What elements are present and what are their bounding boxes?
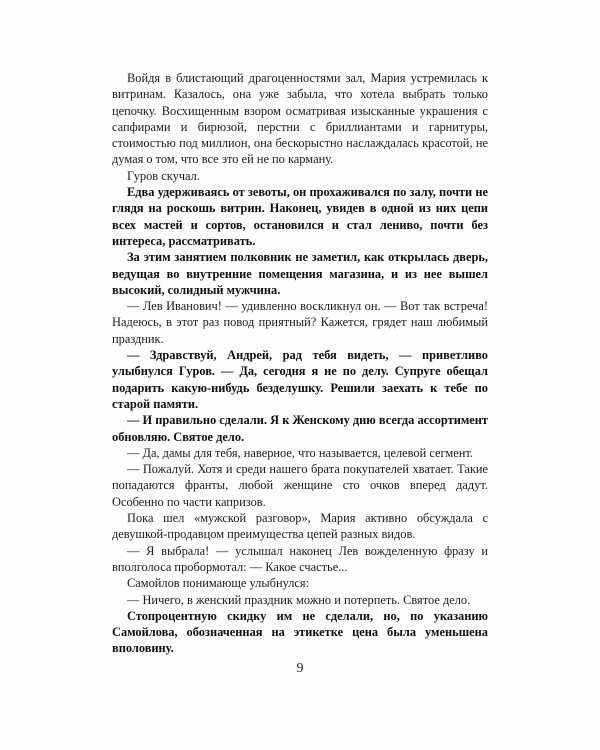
body-text <box>112 70 488 657</box>
paragraph: — Пожалуй. Хотя и среди нашего брата покупателей хватает. Такие попадаются франты, любой женщине сто очков вперед дадут. Особенно по части капризов. <box>112 462 488 509</box>
paragraph: — Да, дамы для тебя, наверное, что называется, целевой сегмент. <box>127 445 473 460</box>
paragraph: — Ничего, в женский праздник можно и потерпеть. Святое дело. <box>127 592 471 607</box>
paragraph: Гуров скучал. <box>127 168 200 183</box>
paragraph: Стопроцентную скидку им не сделали, но, по указанию Самойлова, обозначенная на этикетке цена была уменьшена вполовину. <box>112 608 488 656</box>
paragraph: — И правильно сделали. Я к Женскому дню всегда ассортимент обновляю. Святое дело. <box>112 413 488 444</box>
page-number: 9 <box>296 661 304 676</box>
paragraph: За этим занятием полковник не заметил, как открылась дверь, ведущая во внутренние помещения магазина, и из нее вышел высокий, солидный мужчина. <box>112 250 488 297</box>
paragraph: Пока шел «мужской разговор», Мария активно обсуждала с девушкой-продавцом преимущества цепей разных видов. <box>112 511 488 542</box>
paragraph: — Лев Иванович! — удивленно воскликнул он. — Вот так встреча! Надеюсь, в этот раз повод приятный? Кажется, грядет наш любимый праздник. <box>112 299 488 346</box>
paragraph: Самойлов понимающе улыбнулся: <box>127 576 310 591</box>
paragraph: — Здравствуй, Андрей, рад тебя видеть, — приветливо улыбнулся Гуров. — Да, сегодня я не по делу. Супруге обещал подарить какую-нибудь безделушку. Решили заехать к тебе по старой памяти. <box>112 348 488 411</box>
paragraph: Войдя в блистающий драгоценностями зал, Мария устремилась к витринам. Казалось, она уже забыла, что хотела выбрать только цепочку. Восхищенным взором осматривая изысканные украшения с сапфирами и бирюзой, перстни с бриллиантами и гарнитуры, стоимостью под миллион, она бескорыстно наслаждалась красотой, не думая о том, что все это ей не по карману. <box>112 71 488 167</box>
paragraph: Едва удерживаясь от зевоты, он прохаживался по залу, почти не глядя на роскошь витрин. Наконец, увидев в одной из них цепи всех мастей и сортов, остановился и стал лениво, почти без интереса, рассматривать. <box>112 185 488 248</box>
paragraph: — Я выбрала! — услышал наконец Лев вожделенную фразу и вполголоса пробормотал: — Какое счастье... <box>112 543 488 574</box>
